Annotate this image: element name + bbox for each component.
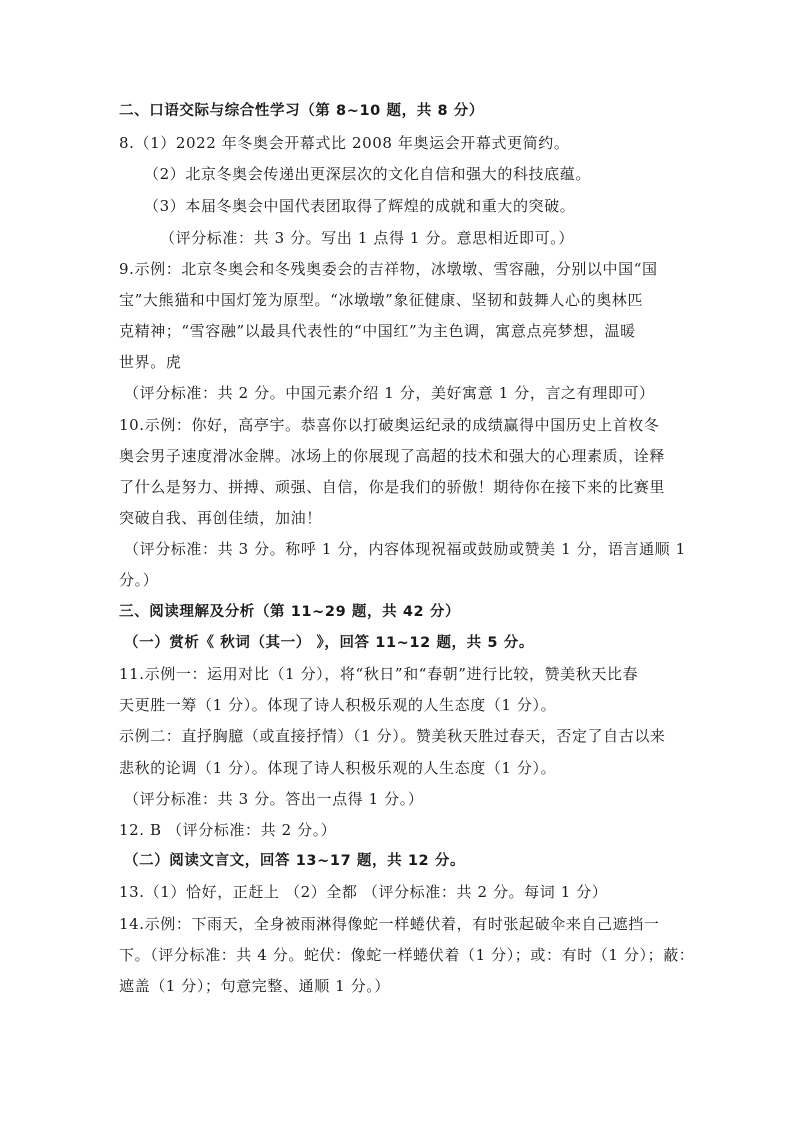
part-2-heading: （二）阅读文言文，回答 13~17 题，共 12 分。 (124, 853, 466, 869)
answer-line: 宝”大熊猫和中国灯笼为原型。“冰墩墩”象征健康、坚韧和鼓舞人心的奥林匹 (119, 291, 644, 309)
answer-line: 8.（1）2022 年冬奥会开幕式比 2008 年奥运会开幕式更简约。 (119, 134, 570, 152)
answer-line: 奥会男子速度滑冰金牌。冰场上的你展现了高超的技术和强大的心理素质，诠释 (119, 447, 666, 465)
answer-line: 12. B （评分标准：共 2 分。） (119, 821, 337, 839)
section-3-heading: 三、阅读理解及分析（第 11~29 题，共 42 分） (119, 604, 461, 620)
section-2-heading: 二、口语交际与综合性学习（第 8~10 题，共 8 分） (119, 103, 484, 119)
answer-line: 9.示例：北京冬奥会和冬残奥委会的吉祥物，冰墩墩、雪容融，分别以中国“国 (119, 260, 658, 278)
answer-line: 天更胜一筹（1 分）。体现了诗人积极乐观的人生态度（1 分）。 (119, 696, 557, 714)
scoring-note: 分。） (119, 571, 159, 589)
answer-line: （2）北京冬奥会传递出更深层次的文化自信和强大的科技底蕴。 (144, 165, 591, 183)
scoring-note: （评分标准：共 3 分。答出一点得 1 分。） (124, 790, 424, 808)
answer-line: 突破自我、再创佳绩，加油！ (119, 509, 322, 527)
scoring-note: （评分标准：共 3 分。称呼 1 分，内容体现祝福或鼓励或赞美 1 分，语言通顺 1 (124, 540, 686, 558)
answer-line: 11.示例一：运用对比（1 分），将“秋日”和“春朝”进行比较，赞美秋天比春 (119, 665, 639, 683)
scoring-note: （评分标准：共 2 分。中国元素介绍 1 分，美好寓意 1 分，言之有理即可） (124, 384, 655, 402)
answer-line: 下。（评分标准：共 4 分。蛇伏：像蛇一样蜷伏着（1 分）；或：有时（1 分）；蔽： (119, 946, 695, 964)
answer-line: 悲秋的论调（1 分）。体现了诗人积极乐观的人生态度（1 分）。 (119, 759, 557, 777)
answer-line: 遮盖（1 分）；句意完整、通顺 1 分。） (119, 977, 390, 995)
answer-line: 世界。虎 (119, 353, 182, 371)
answer-line: 13.（1）恰好，正赶上 （2）全都 （评分标准：共 2 分。每词 1 分） (119, 883, 608, 901)
scoring-note: （评分标准：共 3 分。写出 1 点得 1 分。意思相近即可。） (160, 229, 574, 247)
part-1-heading: （一）赏析《 秋词（其一） 》，回答 11~12 题，共 5 分。 (124, 635, 534, 651)
answer-line: 克精神；“雪容融”以最具代表性的“中国红”为主色调，寓意点亮梦想，温暖 (119, 322, 636, 340)
answer-line: 10.示例：你好，高亭宇。恭喜你以打破奥运纪录的成绩赢得中国历史上首枚冬 (119, 416, 660, 434)
answer-line: （3）本届冬奥会中国代表团取得了辉煌的成就和重大的突破。 (144, 197, 576, 215)
answer-line: 示例二：直抒胸臆（或直接抒情）（1 分）。赞美秋天胜过春天，否定了自古以来 (119, 727, 666, 745)
answer-line: 14.示例：下雨天，全身被雨淋得像蛇一样蜷伏着，有时张起破伞来自己遮挡一 (119, 915, 660, 933)
answer-line: 了什么是努力、拼搏、顽强、自信，你是我们的骄傲！期待你在接下来的比赛里 (119, 478, 666, 496)
